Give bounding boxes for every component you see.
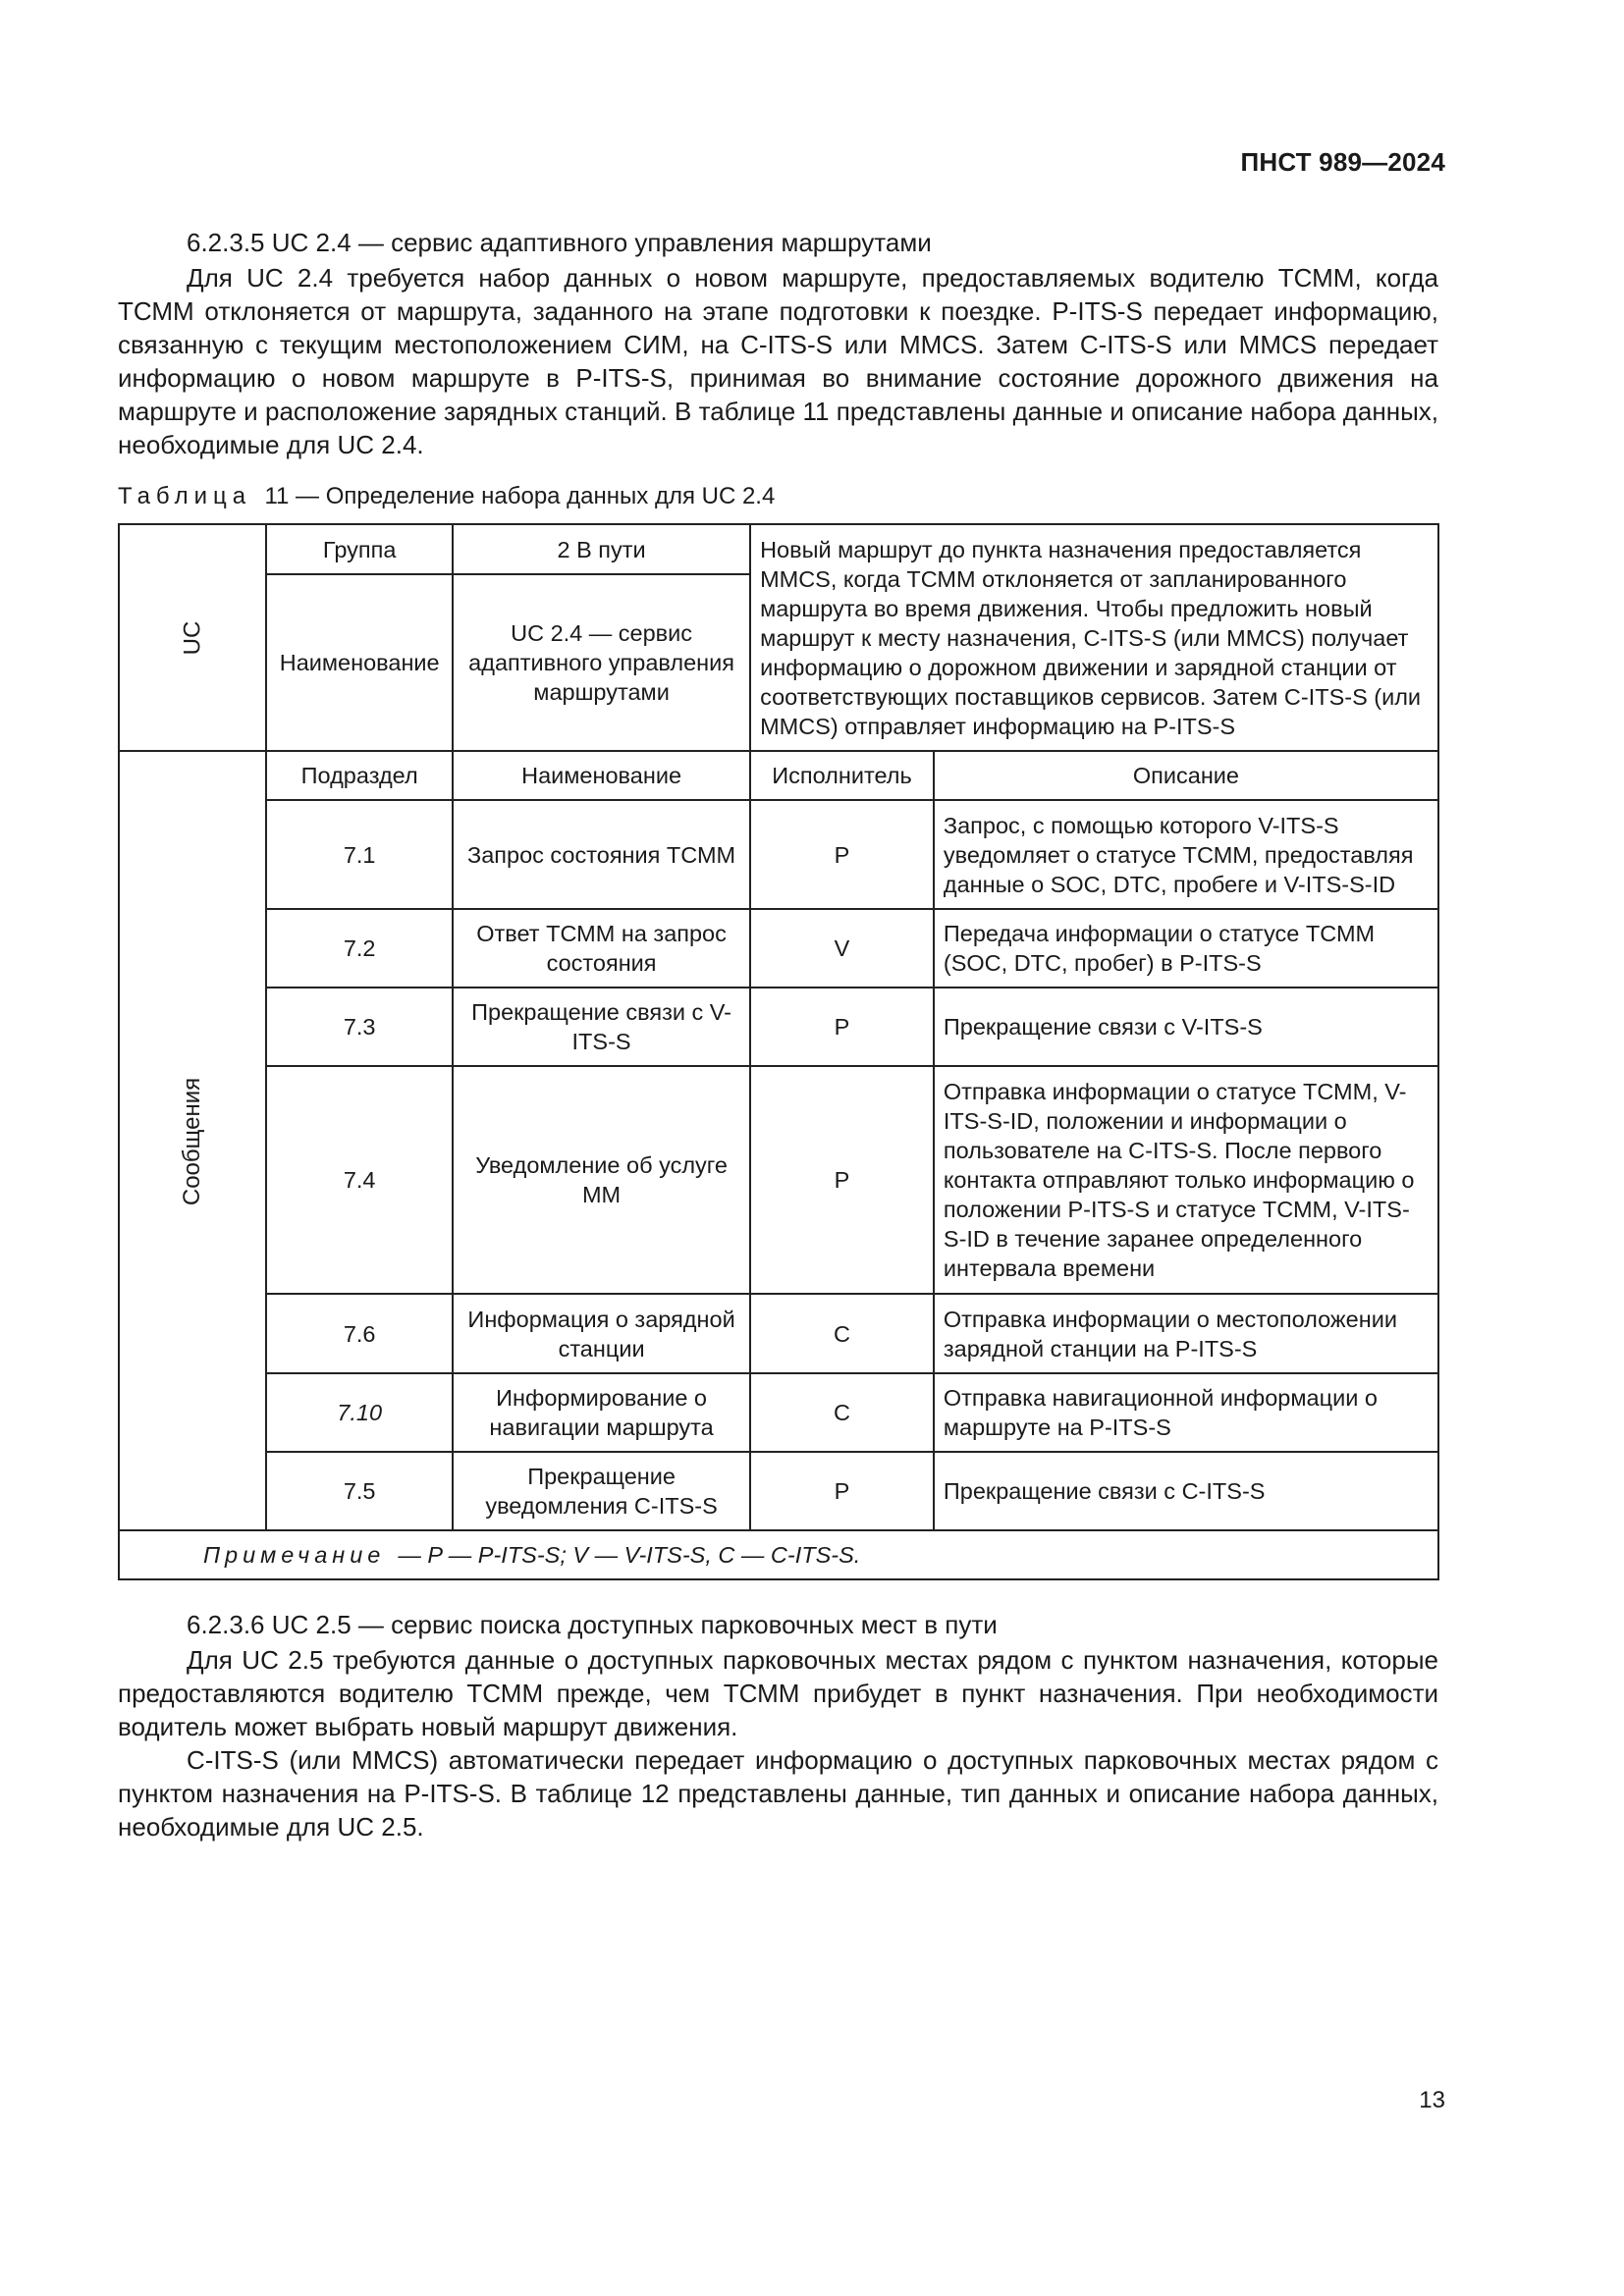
group-value: 2 В пути: [453, 524, 750, 574]
table-row: [119, 1452, 1438, 1530]
name-label: Наименование: [266, 574, 453, 751]
row-name: Прекращение уведомления C-ITS-S: [453, 1452, 750, 1530]
section-paragraph-6-2-3-6-b: C-ITS-S (или MMCS) автоматически передает информацию о доступных парковочных местах рядом с пунктом назначения на P-ITS-S. В таблице 12 представлены данные, тип данных и описание набора данных, необходимые для UC 2.5.: [118, 1745, 1438, 1842]
row-description: Прекращение связи с C-ITS-S: [934, 1452, 1438, 1530]
table-row: [119, 1294, 1438, 1373]
row-subsection: 7.4: [266, 1066, 453, 1294]
table-note: [119, 1530, 1438, 1579]
table-caption: [118, 483, 775, 510]
name-value: UC 2.4 — сервис адаптивного управления маршрутами: [453, 574, 750, 751]
row-description: Отправка информации о статусе ТСММ, V-ITS-S-ID, положении и информации о пользователе на C-ITS-S. После первого контакта отправляют только информацию о положении P-ITS-S и статусе ТСММ, V-ITS-S-ID в течение заранее определенного интервала времени: [934, 1066, 1438, 1294]
row-executor: V: [750, 909, 934, 988]
row-subsection: 7.5: [266, 1452, 453, 1530]
row-executor: P: [750, 800, 934, 909]
row-executor: P: [750, 1066, 934, 1294]
section-paragraph-6-2-3-6-a: Для UC 2.5 требуются данные о доступных парковочных местах рядом с пунктом назначения, которые предоставляются водителю ТСММ прежде, чем ТСММ прибудет в пункт назначения. При необходимости водитель может выбрать новый маршрут движения.: [118, 1645, 1438, 1741]
messages-label-cell: [119, 751, 266, 1530]
section-paragraph-6-2-3-5: Для UC 2.4 требуется набор данных о новом маршруте, предоставляемых водителю ТСММ, когда ТСММ отклоняется от маршрута, заданного на этапе подготовки к поездке. P-ITS-S передает информацию, связанную с текущим местоположением СИМ, на C-ITS-S или MMCS. Затем C-ITS-S или MMCS передает информацию о новом маршруте в P-ITS-S, принимая во внимание состояние дорожного движения на маршруте и расположение зарядных станций. В таблице 11 представлены данные и описание набора данных, необходимые для UC 2.4.: [118, 263, 1438, 459]
row-subsection: 7.2: [266, 909, 453, 988]
table-caption-label: Таблица: [118, 483, 252, 509]
row-name: Уведомление об услуге ММ: [453, 1066, 750, 1294]
row-description: Прекращение связи с V-ITS-S: [934, 988, 1438, 1066]
uc-label: UC: [179, 620, 206, 656]
dataset-table: [118, 523, 1439, 1580]
column-header-description: Описание: [934, 751, 1438, 800]
row-name: Ответ ТСММ на запрос состояния: [453, 909, 750, 988]
column-header-subsection: Подраздел: [266, 751, 453, 800]
row-subsection: 7.6: [266, 1294, 453, 1373]
table-row: [119, 1373, 1438, 1452]
table-note-text: — P — P-ITS-S; V — V-ITS-S, C — C-ITS-S.: [398, 1542, 861, 1568]
row-description: Отправка информации о местоположении зарядной станции на P-ITS-S: [934, 1294, 1438, 1373]
section-heading-6-2-3-5: 6.2.3.5 UC 2.4 — сервис адаптивного управления маршрутами: [187, 228, 932, 257]
table-caption-title: 11 — Определение набора данных для UC 2.4: [264, 483, 776, 509]
row-name: Запрос состояния ТСММ: [453, 800, 750, 909]
row-description: Запрос, с помощью которого V-ITS-S уведомляет о статусе ТСММ, предоставляя данные о SOC, DTC, пробеге и V-ITS-S-ID: [934, 800, 1438, 909]
row-executor: C: [750, 1373, 934, 1452]
section-heading-6-2-3-6: 6.2.3.6 UC 2.5 — сервис поиска доступных парковочных мест в пути: [187, 1610, 998, 1639]
row-name: Информация о зарядной станции: [453, 1294, 750, 1373]
column-header-executor: Исполнитель: [750, 751, 934, 800]
row-description: Отправка навигационной информации о маршруте на P-ITS-S: [934, 1373, 1438, 1452]
uc-label-cell: [119, 524, 266, 751]
row-executor: P: [750, 988, 934, 1066]
document-code: ПНСТ 989—2024: [1240, 147, 1445, 177]
column-header-name: Наименование: [453, 751, 750, 800]
row-description: Передача информации о статусе ТСММ (SOC, DTC, пробег) в P-ITS-S: [934, 909, 1438, 988]
table-row: [119, 988, 1438, 1066]
row-executor: C: [750, 1294, 934, 1373]
group-label: Группа: [266, 524, 453, 574]
table-row: [119, 909, 1438, 988]
table-row: [119, 800, 1438, 909]
row-subsection: 7.3: [266, 988, 453, 1066]
row-executor: P: [750, 1452, 934, 1530]
row-subsection: 7.1: [266, 800, 453, 909]
messages-label: Сообщения: [179, 1077, 206, 1205]
page-number: 13: [1419, 2087, 1445, 2113]
row-subsection: 7.10: [266, 1373, 453, 1452]
row-name: Информирование о навигации маршрута: [453, 1373, 750, 1452]
table-note-label: Примечание: [203, 1542, 386, 1568]
row-name: Прекращение связи с V-ITS-S: [453, 988, 750, 1066]
uc-description: Новый маршрут до пункта назначения предоставляется MMCS, когда ТСММ отклоняется от запланированного маршрута во время движения. Чтобы предложить новый маршрут к месту назначения, C-ITS-S (или MMCS) получает информацию о дорожном движении и зарядной станции от соответствующих поставщиков сервисов. Затем C-ITS-S (или MMCS) отправляет информацию на P-ITS-S: [750, 524, 1438, 751]
table-row: [119, 1066, 1438, 1294]
